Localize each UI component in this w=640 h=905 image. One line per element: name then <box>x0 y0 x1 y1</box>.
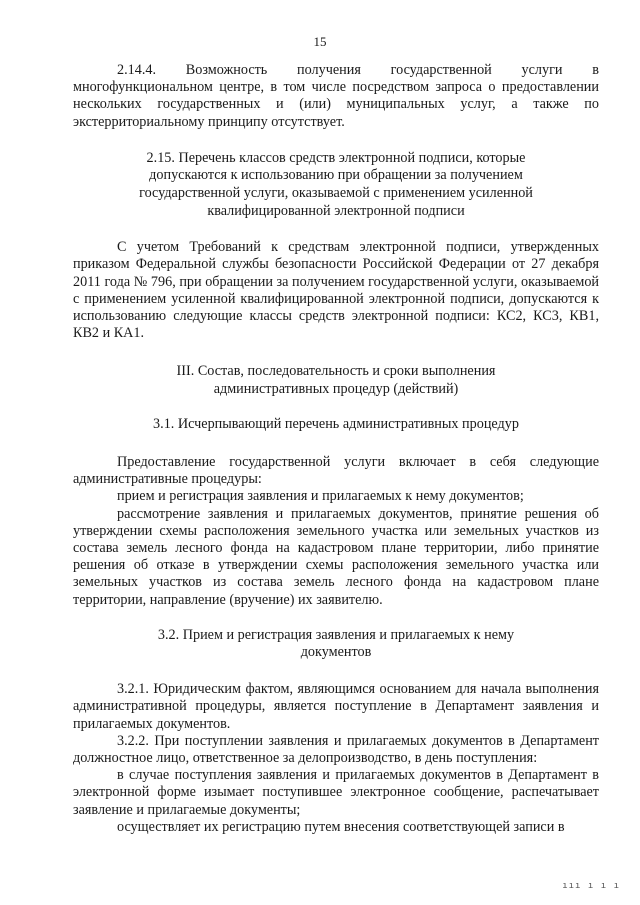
paragraph-3-2-1: 3.2.1. Юридическим фактом, являющимся основанием для начала выполнения административной процедуры, является поступление в Департамент заявления и прилагаемых документов. <box>73 681 599 732</box>
page-number: 15 <box>313 34 327 49</box>
heading-3-2: 3.2. Прием и регистрация заявления и прилагаемых к нему документов <box>157 626 515 661</box>
heading-section-III: III. Состав, последовательность и сроки выполнения административных процедур (действий) <box>176 363 496 397</box>
scan-footer-mark: ııı ı ı ı <box>562 881 620 891</box>
paragraph-3-1-intro: Предоставление государственной услуги включает в себя следующие административные процедуры: <box>73 454 599 488</box>
paragraph-3-2-2-a: в случае поступления заявления и прилагаемых документов в Департамент в электронной форме изымает поступившее электронное сообщение, распечатывает заявление и прилагаемые документы; <box>73 767 599 818</box>
paragraph-3-2-2-b: осуществляет их регистрацию путем внесения соответствующей записи в <box>117 818 565 835</box>
list-item-3-1-1: прием и регистрация заявления и прилагаемых к нему документов; <box>117 488 524 505</box>
paragraph-3-2-2: 3.2.2. При поступлении заявления и прилагаемых документов в Департамент должностное лицо, ответственное за делопроизводство, в день поступления: <box>73 732 599 767</box>
page-content <box>73 62 599 836</box>
paragraph-2-14-4: 2.14.4. Возможность получения государственной услуги в многофункциональном центре, в том числе посредством запроса о предоставлении нескольких государственных и (или) муниципальных услуг, а также по экстерриториальному принципу отсутствует. <box>73 62 599 130</box>
list-item-3-1-2: рассмотрение заявления и прилагаемых документов, принятие решения об утверждении схемы расположения земельного участка или земельных участков из состава земель лесного фонда на кадастровом плане территории, либо принятие решения об отказе в утверждении схемы расположения земельного участка или земельных участков из состава земель лесного фонда на кадастровом плане территории, направление (вручение) их заявителю. <box>73 505 599 608</box>
heading-2-15: 2.15. Перечень классов средств электронной подписи, которые допускаются к использованию при обращении за получением государственной услуги, оказываемой с применением усиленной квалифицированной электронной подписи <box>139 149 533 219</box>
paragraph-2-15-body: С учетом Требований к средствам электронной подписи, утвержденных приказом Федеральной службы безопасности Российской Федерации от 27 декабря 2011 года № 796, при обращении за получением государственной услуги, оказываемой с применением усиленной квалифицированной электронной подписи, допускаются к использованию следующие классы средств электронной подписи: КС2, КС3, КВ1, КВ2 и КА1. <box>73 239 599 342</box>
heading-3-1: 3.1. Исчерпывающий перечень административных процедур <box>153 415 519 432</box>
